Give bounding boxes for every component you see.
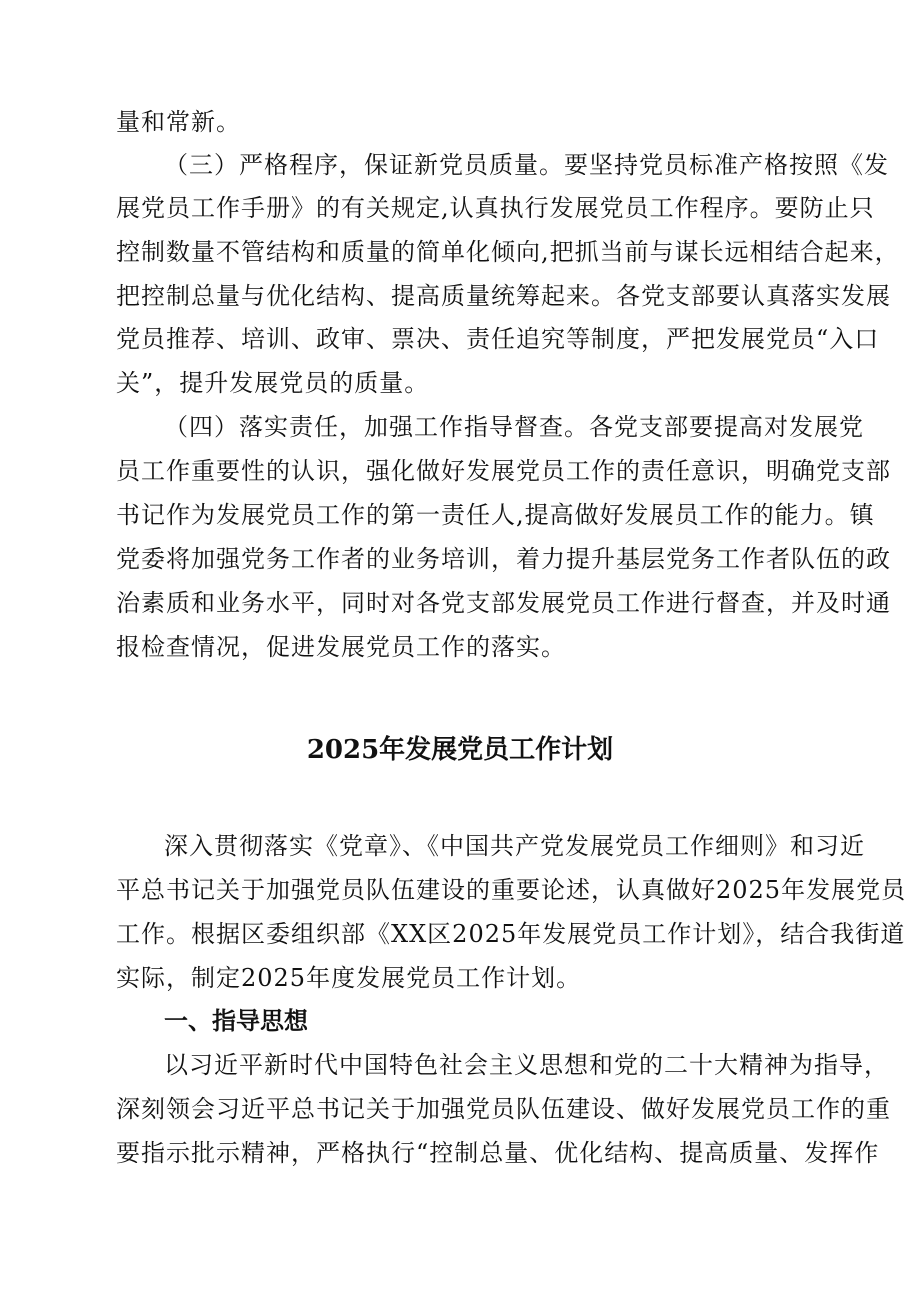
paragraph-line: （三）严格程序，保证新党员质量。要坚持党员标准产格按照《发 xyxy=(164,151,889,179)
paragraph-line: 平总书记关于加强党员队伍建设的重要论述，认真做好2025年发展党员 xyxy=(116,876,907,904)
paragraph-line: 以习近平新时代中国特色社会主义思想和党的二十大精神为指导， xyxy=(164,1051,889,1079)
paragraph-line: 深入贯彻落实《党章》、《中国共产党发展党员工作细则》和习近 xyxy=(164,832,865,860)
paragraph-line: 把控制总量与优化结构、提高质量统筹起来。各党支部要认真落实发展 xyxy=(116,282,891,310)
paragraph-line: 深刻领会习近平总书记关于加强党员队伍建设、做好发展党员工作的重 xyxy=(116,1095,891,1123)
section-heading: 一、指导思想 xyxy=(164,1007,308,1035)
paragraph-line: 党委将加强党务工作者的业务培训，着力提升基层党务工作者队伍的政 xyxy=(116,545,891,573)
paragraph-line: 治素质和业务水平，同时对各党支部发展党员工作进行督查，并及时通 xyxy=(116,589,891,617)
document-title: 2025年发展党员工作计划 xyxy=(306,735,614,765)
paragraph-line: 要指示批示精神，严格执行“控制总量、优化结构、提高质量、发挥作 xyxy=(116,1139,880,1167)
paragraph-line: 关”，提升发展党员的质量。 xyxy=(116,369,430,397)
paragraph-line: 控制数量不管结构和质量的简单化倾向,把抓当前与谋长远相结合起来， xyxy=(116,238,900,266)
paragraph-line: （四）落实责任，加强工作指导督查。各党支部要提高对发展党 xyxy=(164,413,864,441)
paragraph-line: 量和常新。 xyxy=(116,108,241,136)
paragraph-line: 展党员工作手册》的有关规定,认真执行发展党员工作程序。要防止只 xyxy=(116,194,875,222)
paragraph-line: 书记作为发展党员工作的第一责任人,提高做好发展员工作的能力。镇 xyxy=(116,501,875,529)
paragraph-line: 实际，制定2025年度发展党员工作计划。 xyxy=(116,964,582,992)
paragraph-line: 工作。根据区委组织部《XX区2025年发展党员工作计划》，结合我街道 xyxy=(116,920,906,948)
paragraph-line: 员工作重要性的认识，强化做好发展党员工作的责任意识，明确党支部 xyxy=(116,457,891,485)
paragraph-line: 报检查情况，促进发展党员工作的落实。 xyxy=(116,633,566,661)
paragraph-line: 党员推荐、培训、政审、票决、责任追究等制度，严把发展党员“入口 xyxy=(116,325,880,353)
